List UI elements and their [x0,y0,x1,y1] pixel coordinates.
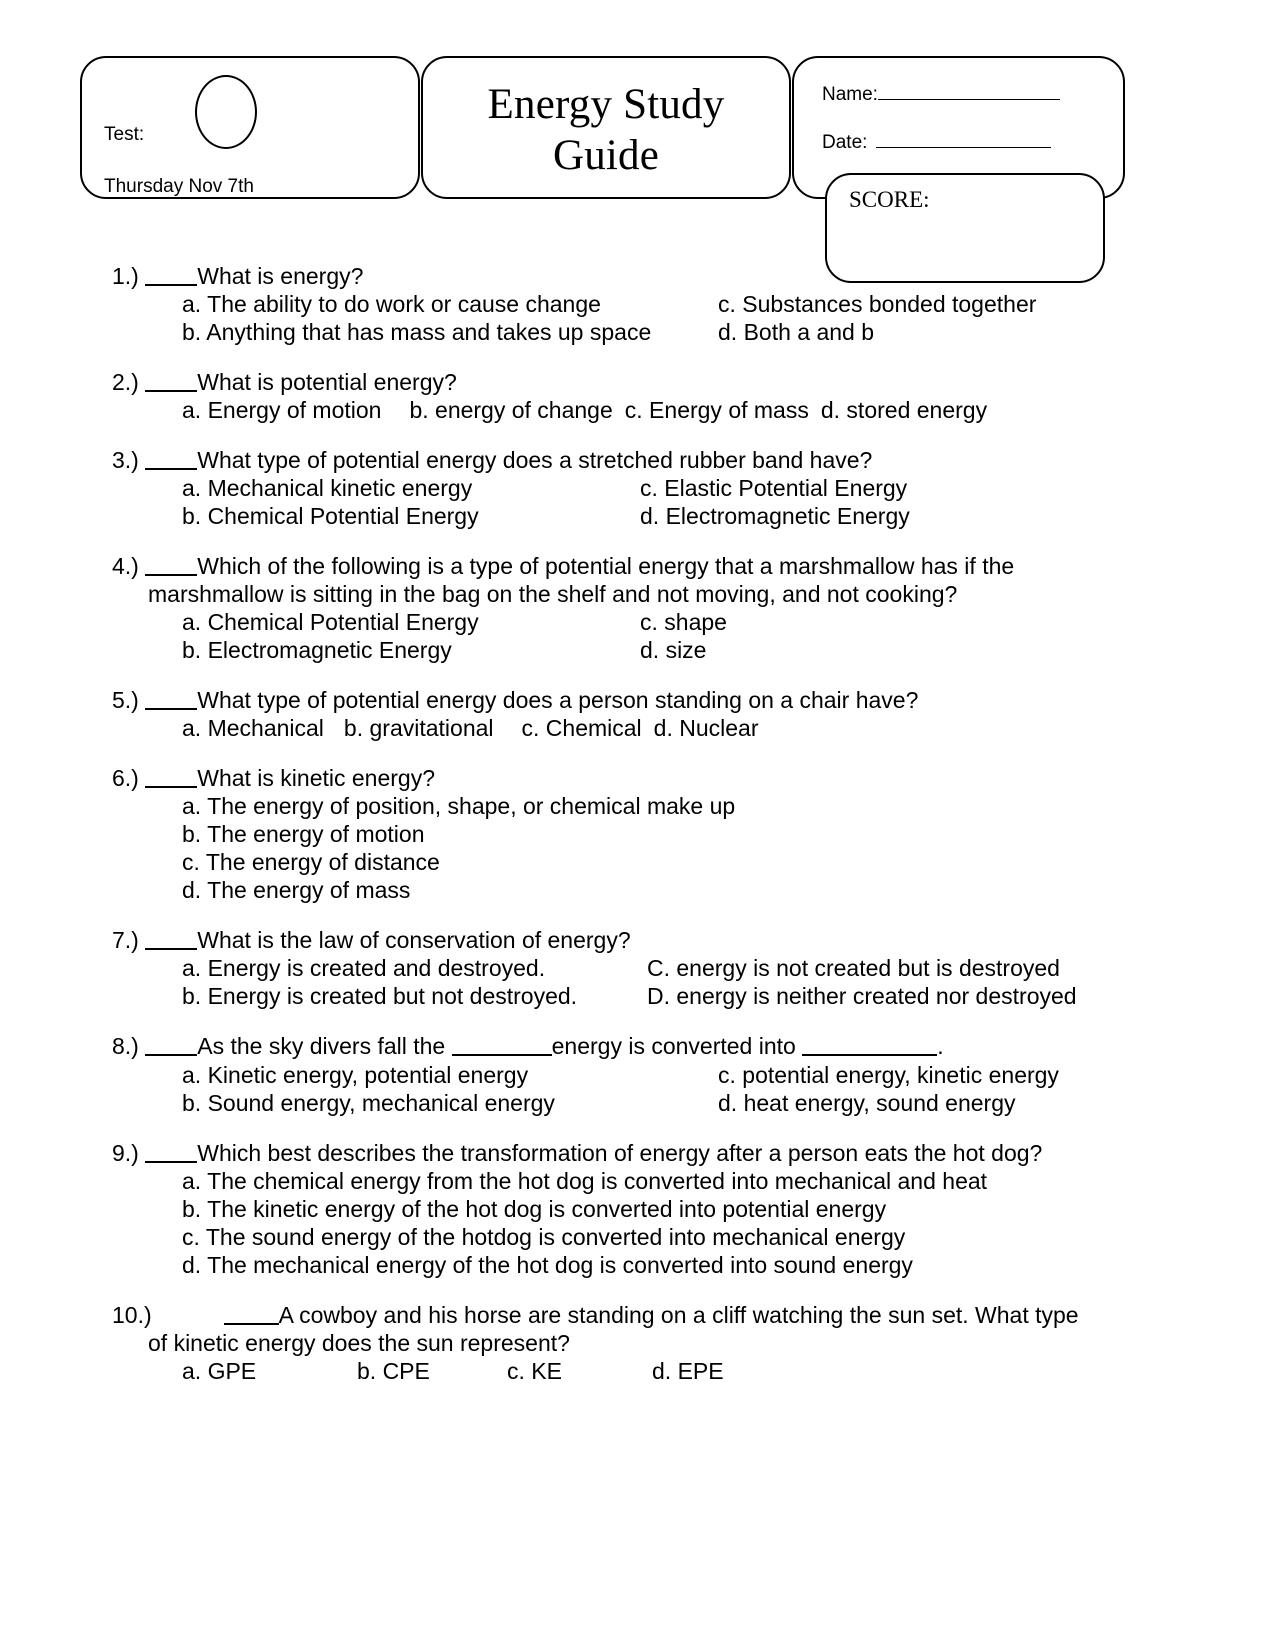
option-row [182,290,1275,318]
option-row [182,954,1275,982]
question-1-text: What is energy? [197,263,364,289]
question-3-option-d[interactable]: d. Electromagnetic Energy [640,503,910,530]
question-9-option-c[interactable]: c. The sound energy of the hotdog is converted into mechanical energy [182,1223,906,1250]
question-2-option-c[interactable]: c. Energy of mass [624,397,809,424]
question-3-options [0,474,1275,530]
question-8-number: 8.) [112,1033,139,1060]
question-4-option-a[interactable]: a. Chemical Potential Energy [182,609,479,636]
question-8-option-c[interactable]: c. potential energy, kinetic energy [718,1061,1059,1088]
question-10-answer-blank[interactable] [224,1323,279,1325]
question-7-answer-blank[interactable] [145,948,197,950]
question-10 [0,1301,1275,1385]
question-6-answer-blank[interactable] [145,786,197,788]
name-input-line[interactable] [878,99,1060,100]
question-5-options [0,714,1275,742]
question-9-option-b[interactable]: b. The kinetic energy of the hot dog is converted into potential energy [182,1195,887,1222]
question-4-option-c[interactable]: c. shape [640,609,727,636]
question-3-option-c[interactable]: c. Elastic Potential Energy [640,475,908,502]
name-label: Name: [822,84,878,105]
option-row [182,1167,1275,1195]
question-list [0,262,1275,1407]
question-1-options [0,290,1275,346]
name-field-row [822,84,1060,106]
date-field-row [822,132,1051,154]
question-2-answer-blank[interactable] [145,390,197,392]
question-1-option-b[interactable]: b. Anything that has mass and takes up space [182,319,652,346]
question-8-inline-blank-2[interactable] [802,1054,937,1056]
header-banner [80,56,1125,276]
question-6 [0,764,1275,904]
question-6-options [0,792,1275,904]
date-input-line[interactable] [876,147,1051,148]
question-3-option-a[interactable]: a. Mechanical kinetic energy [182,475,473,502]
question-9-option-a[interactable]: a. The chemical energy from the hot dog is converted into mechanical and heat [182,1167,988,1194]
question-5 [0,686,1275,742]
question-3-text: What type of potential energy does a stretched rubber band have? [197,447,873,474]
title-box [421,56,791,199]
option-row [182,1251,1275,1279]
question-2 [0,368,1275,424]
question-4-option-b[interactable]: b. Electromagnetic Energy [182,637,452,664]
test-label: Test: [104,124,145,145]
option-row [182,1089,1275,1117]
question-5-answer-blank[interactable] [145,708,197,710]
question-6-option-b[interactable]: b. The energy of motion [182,821,425,848]
option-row [182,636,1275,664]
question-6-option-a[interactable]: a. The energy of position, shape, or chemical make up [182,793,736,820]
question-7 [0,926,1275,1010]
question-9 [0,1139,1275,1279]
question-4 [0,552,1275,664]
question-4-number: 4.) [112,553,139,580]
option-row [182,396,1275,424]
question-6-text: What is kinetic energy? [197,765,436,792]
question-4-option-d[interactable]: d. size [640,637,707,664]
question-7-option-c[interactable]: C. energy is not created but is destroyed [647,955,1060,982]
page-title-line-2: Guide [552,131,660,179]
question-5-option-d[interactable]: d. Nuclear [653,715,759,742]
question-10-option-c[interactable]: c. KE [507,1357,562,1384]
question-3 [0,446,1275,530]
question-4-stem [0,552,1275,580]
question-1-answer-blank[interactable] [145,284,197,286]
question-4-answer-blank[interactable] [145,574,197,576]
option-row [182,1357,1275,1385]
question-8-text-part-3: . [937,1033,944,1060]
question-10-option-b[interactable]: b. CPE [357,1357,430,1384]
test-date: Thursday Nov 7th [104,176,254,197]
option-row [182,820,1275,848]
question-2-option-d[interactable]: d. stored energy [820,397,988,424]
option-row [182,1195,1275,1223]
question-7-stem [0,926,1275,954]
score-label: SCORE: [849,187,930,212]
question-8-option-b[interactable]: b. Sound energy, mechanical energy [182,1089,555,1116]
question-9-text: Which best describes the transformation of energy after a person eats the hot dog? [197,1139,1043,1166]
question-7-option-a[interactable]: a. Energy is created and destroyed. [182,955,546,982]
option-row [182,1061,1275,1089]
question-7-text: What is the law of conservation of energy? [197,927,631,954]
question-2-stem [0,368,1275,396]
question-10-stem-continued: of kinetic energy does the sun represent? [148,1329,570,1356]
question-7-option-d[interactable]: D. energy is neither created nor destroyed [647,983,1077,1010]
question-2-option-b[interactable]: b. energy of change [409,397,613,424]
question-9-number: 9.) [112,1139,139,1166]
question-10-option-a[interactable]: a. GPE [182,1357,257,1384]
question-8-option-a[interactable]: a. Kinetic energy, potential energy [182,1061,529,1088]
page-title-line-1: Energy Study [487,81,725,128]
question-2-options [0,396,1275,424]
question-6-number: 6.) [112,765,139,792]
option-row [182,792,1275,820]
question-5-text: What type of potential energy does a person standing on a chair have? [197,687,919,714]
question-4-stem-continued: marshmallow is sitting in the bag on the shelf and not moving, and not cooking? [148,581,958,608]
question-10-number: 10.) [112,1301,152,1328]
question-10-stem [0,1301,1275,1329]
question-6-option-d[interactable]: d. The energy of mass [182,877,411,904]
question-5-stem [0,686,1275,714]
question-4-text: Which of the following is a type of potential energy that a marshmallow has if the [197,553,1015,580]
question-2-number: 2.) [112,369,139,396]
option-row [182,474,1275,502]
option-row [182,714,1275,742]
circle-icon [195,75,257,149]
question-8-text-part-1: As the sky divers fall the [197,1033,452,1060]
date-label: Date: [822,132,873,153]
page-title [423,80,789,181]
question-5-number: 5.) [112,687,139,714]
question-8-inline-blank-1[interactable] [452,1054,552,1056]
question-9-options [0,1167,1275,1279]
question-2-text: What is potential energy? [197,369,457,396]
question-10-options [0,1357,1275,1385]
question-7-number: 7.) [112,927,139,954]
option-row [182,876,1275,904]
question-8-option-d[interactable]: d. heat energy, sound energy [718,1089,1016,1116]
test-info-box [80,56,420,199]
option-row [182,982,1275,1010]
question-8-answer-blank[interactable] [145,1054,197,1056]
question-7-options [0,954,1275,1010]
question-3-number: 3.) [112,447,139,474]
question-7-option-b[interactable]: b. Energy is created but not destroyed. [182,983,578,1010]
question-8-stem [0,1032,1275,1060]
question-9-answer-blank[interactable] [145,1161,197,1163]
question-5-option-b[interactable]: b. gravitational [343,715,494,742]
option-row [182,318,1275,346]
option-row [182,1223,1275,1251]
question-1-option-c[interactable]: c. Substances bonded together [718,291,1037,318]
question-5-option-a[interactable]: a. Mechanical [182,715,324,742]
question-10-option-d[interactable]: d. EPE [652,1357,724,1384]
question-8 [0,1032,1275,1116]
question-1-option-a[interactable]: a. The ability to do work or cause change [182,291,601,318]
question-3-stem [0,446,1275,474]
option-row [182,608,1275,636]
question-3-answer-blank[interactable] [145,468,197,470]
question-6-stem [0,764,1275,792]
question-2-option-a[interactable]: a. Energy of motion [182,397,382,424]
question-9-option-d[interactable]: d. The mechanical energy of the hot dog is converted into sound energy [182,1251,913,1278]
option-row [182,848,1275,876]
question-4-options [0,608,1275,664]
option-row [182,502,1275,530]
score-box[interactable] [825,173,1105,283]
question-1-option-d[interactable]: d. Both a and b [718,319,875,346]
question-9-stem [0,1139,1275,1167]
question-1-number: 1.) [112,263,139,289]
question-8-text-part-2: energy is converted into [551,1033,803,1060]
question-8-options [0,1061,1275,1117]
question-10-text: A cowboy and his horse are standing on a cliff watching the sun set. What type [278,1301,1079,1328]
question-6-option-c[interactable]: c. The energy of distance [182,849,440,876]
question-3-option-b[interactable]: b. Chemical Potential Energy [182,503,479,530]
question-5-option-c[interactable]: c. Chemical [521,715,642,742]
